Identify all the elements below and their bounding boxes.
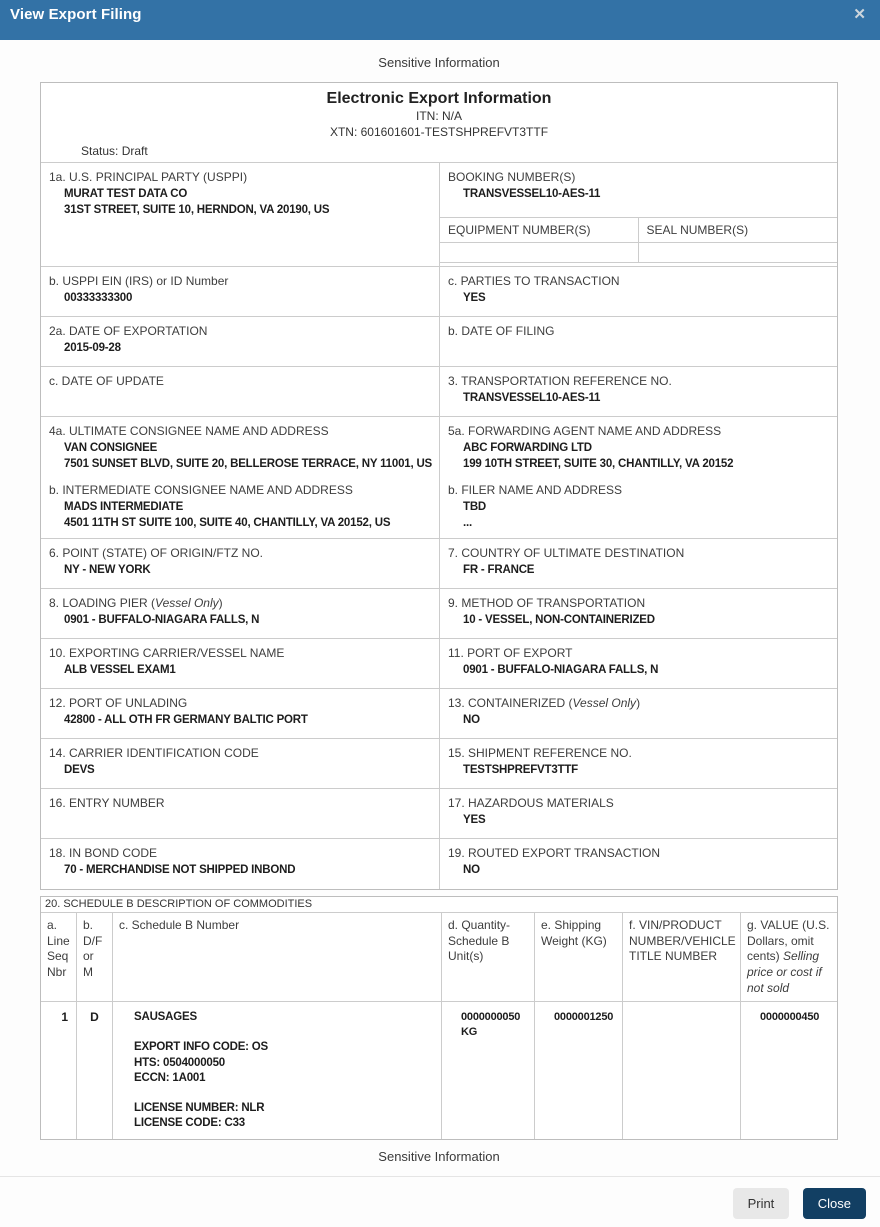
field-in-bond-code: [41, 839, 439, 889]
field-value: [448, 340, 829, 355]
field-label: BOOKING NUMBER(S): [448, 170, 576, 185]
commodities-header-row: [41, 913, 837, 1002]
field-value: FR - FRANCE: [463, 563, 535, 576]
form-row-9: [41, 689, 837, 739]
field-label: 8. LOADING PIER (Vessel Only): [49, 596, 223, 611]
column-header-schedule-b: c. Schedule B Number: [113, 913, 442, 1001]
commodity-vin: [623, 1002, 741, 1139]
field-value: [49, 390, 431, 405]
field-label: 13. CONTAINERIZED (Vessel Only): [448, 696, 641, 711]
field-value: YES: [463, 291, 486, 304]
print-button[interactable]: Print: [733, 1188, 790, 1219]
field-value: 4501 11TH ST SUITE 100, SUITE 40, CHANTILLY, VA 20152, US: [64, 516, 391, 529]
field-value: MURAT TEST DATA CO: [64, 187, 188, 200]
quantity-unit: KG: [461, 1026, 478, 1038]
field-label: 11. PORT OF EXPORT: [448, 646, 573, 661]
commodity-weight: [535, 1002, 623, 1139]
field-entry-number: [41, 789, 439, 838]
field-intermediate-consignee: [49, 483, 431, 531]
field-ultimate-consignee: [49, 424, 431, 472]
field-value: 7501 SUNSET BLVD, SUITE 20, BELLEROSE TERRACE, NY 11001, US: [64, 457, 433, 470]
field-value: 2015-09-28: [64, 341, 121, 354]
sensitive-information-banner-top: Sensitive Information: [378, 55, 500, 70]
field-value: NY - NEW YORK: [64, 563, 151, 576]
field-shipment-reference: [439, 739, 837, 788]
field-port-of-export: [439, 639, 837, 688]
field-value: 31ST STREET, SUITE 10, HERNDON, VA 20190, US: [64, 203, 330, 216]
field-label: 5a. FORWARDING AGENT NAME AND ADDRESS: [448, 424, 722, 439]
field-label: 4a. ULTIMATE CONSIGNEE NAME AND ADDRESS: [49, 424, 329, 439]
field-agent-filer: [439, 417, 837, 538]
form-row-11: [41, 789, 837, 839]
field-value: ABC FORWARDING LTD: [463, 441, 592, 454]
field-value: TRANSVESSEL10-AES-11: [463, 391, 601, 404]
form-row-10: [41, 739, 837, 789]
field-label: b. INTERMEDIATE CONSIGNEE NAME AND ADDRESS: [49, 482, 353, 497]
field-routed-export: [439, 839, 837, 889]
form-row-3: [41, 317, 837, 367]
field-value: [49, 812, 431, 827]
field-value: DEVS: [64, 763, 95, 776]
commodity-description: [113, 1002, 442, 1139]
field-label: b. FILER NAME AND ADDRESS: [448, 482, 623, 497]
modal-title: View Export Filing: [10, 6, 142, 23]
status-draft: Status: Draft: [81, 144, 148, 159]
field-label: 16. ENTRY NUMBER: [49, 796, 165, 811]
field-value: ALB VESSEL EXAM1: [64, 663, 176, 676]
field-date-of-update: [41, 367, 439, 416]
field-label: 2a. DATE OF EXPORTATION: [49, 324, 208, 339]
modal-footer: [0, 1176, 880, 1227]
description-line: ECCN: 1A001: [134, 1071, 206, 1084]
field-value: TRANSVESSEL10-AES-11: [463, 187, 601, 200]
column-header-vin: f. VIN/PRODUCT NUMBER/VEHICLE TITLE NUMBER: [623, 913, 741, 1001]
quantity-value: 0000000050: [461, 1011, 521, 1024]
field-usppi: [41, 163, 439, 266]
form-row-5: [41, 417, 837, 539]
field-value: 42800 - ALL OTH FR GERMANY BALTIC PORT: [64, 713, 308, 726]
field-label: 1a. U.S. PRINCIPAL PARTY (USPPI): [49, 170, 248, 185]
form-row-2: [41, 267, 837, 317]
field-port-of-unlading: [41, 689, 439, 738]
field-date-of-exportation: [41, 317, 439, 366]
eei-title: Electronic Export Information: [326, 90, 552, 107]
field-filer: [448, 483, 829, 531]
seal-numbers-header: SEAL NUMBER(S): [646, 223, 749, 238]
field-value: TESTSHPREFVT3TTF: [463, 763, 579, 776]
equipment-numbers-header: EQUIPMENT NUMBER(S): [440, 218, 639, 242]
field-point-of-origin: [41, 539, 439, 588]
field-label: b. DATE OF FILING: [448, 324, 555, 339]
field-value: MADS INTERMEDIATE: [64, 500, 184, 513]
description-line: HTS: 0504000050: [134, 1056, 225, 1069]
commodity-value: [741, 1002, 837, 1139]
field-label: 7. COUNTRY OF ULTIMATE DESTINATION: [448, 546, 685, 561]
field-value: NO: [463, 863, 480, 876]
field-parties-to-transaction: [439, 267, 837, 316]
commodity-line-seq: 1: [41, 1002, 77, 1139]
field-value: 10 - VESSEL, NON-CONTAINERIZED: [463, 613, 655, 626]
field-label: 10. EXPORTING CARRIER/VESSEL NAME: [49, 646, 285, 661]
field-label: 3. TRANSPORTATION REFERENCE NO.: [448, 374, 672, 389]
equipment-seal-value-row: [440, 243, 837, 263]
column-header-value: g. VALUE (U.S. Dollars, omit cents) Selling price or cost if not sold: [747, 918, 830, 995]
form-row-7: [41, 589, 837, 639]
field-transportation-reference: [439, 367, 837, 416]
field-label: b. USPPI EIN (IRS) or ID Number: [49, 274, 229, 289]
field-method-of-transportation: [439, 589, 837, 638]
field-label: 15. SHIPMENT REFERENCE NO.: [448, 746, 632, 761]
field-label: 6. POINT (STATE) OF ORIGIN/FTZ NO.: [49, 546, 264, 561]
field-value: 0901 - BUFFALO-NIAGARA FALLS, N: [463, 663, 659, 676]
field-value: ...: [463, 516, 472, 529]
commodity-quantity: [442, 1002, 535, 1139]
field-value: 00333333300: [64, 291, 133, 304]
field-date-of-filing: [439, 317, 837, 366]
field-label: 9. METHOD OF TRANSPORTATION: [448, 596, 646, 611]
weight-value: 0000001250: [554, 1011, 614, 1024]
field-value: 199 10TH STREET, SUITE 30, CHANTILLY, VA 20152: [463, 457, 734, 470]
value-amount: 0000000450: [760, 1011, 820, 1024]
field-exporting-carrier: [41, 639, 439, 688]
itn-value: ITN: N/A: [415, 109, 462, 123]
field-value: TBD: [463, 500, 487, 513]
commodities-section-label: 20. SCHEDULE B DESCRIPTION OF COMMODITIES: [41, 897, 837, 913]
field-label: 18. IN BOND CODE: [49, 846, 158, 861]
seal-numbers-value: [639, 243, 838, 262]
field-carrier-identification: [41, 739, 439, 788]
description-line: SAUSAGES: [134, 1011, 197, 1024]
field-label: 12. PORT OF UNLADING: [49, 696, 188, 711]
modal-header: [0, 0, 880, 40]
field-consignees: [41, 417, 439, 538]
form-row-6: [41, 539, 837, 589]
modal-body: [0, 55, 880, 1164]
field-label: c. DATE OF UPDATE: [49, 374, 164, 389]
form-row-1: [41, 163, 837, 267]
field-label: 17. HAZARDOUS MATERIALS: [448, 796, 614, 811]
column-header-quantity: d. Quantity-Schedule B Unit(s): [442, 913, 535, 1001]
field-country-of-destination: [439, 539, 837, 588]
xtn-value: XTN: 601601601-TESTSHPREFVT3TTF: [329, 124, 549, 139]
field-value: YES: [463, 813, 486, 826]
form-row-8: [41, 639, 837, 689]
field-usppi-ein: [41, 267, 439, 316]
form-row-12: [41, 839, 837, 889]
field-label: c. PARTIES TO TRANSACTION: [448, 274, 620, 289]
eei-form: [40, 82, 838, 890]
column-header-df-m: b. D/F or M: [77, 913, 113, 1001]
column-header-weight: e. Shipping Weight (KG): [535, 913, 623, 1001]
sensitive-information-banner-bottom: Sensitive Information: [378, 1149, 500, 1165]
field-value: 0901 - BUFFALO-NIAGARA FALLS, N: [64, 613, 260, 626]
field-booking-numbers: [440, 163, 837, 218]
description-line: [119, 1086, 435, 1101]
field-hazardous-materials: [439, 789, 837, 838]
field-label: 14. CARRIER IDENTIFICATION CODE: [49, 746, 259, 761]
close-icon[interactable]: ✕: [853, 6, 866, 23]
field-containerized: [439, 689, 837, 738]
field-value: VAN CONSIGNEE: [64, 441, 158, 454]
commodity-df-m: D: [77, 1002, 113, 1139]
field-booking-block: [439, 163, 837, 266]
description-line: EXPORT INFO CODE: OS: [134, 1041, 269, 1054]
form-row-4: [41, 367, 837, 417]
field-value: 70 - MERCHANDISE NOT SHIPPED INBOND: [64, 863, 296, 876]
description-line: LICENSE CODE: C33: [134, 1117, 245, 1130]
field-loading-pier: [41, 589, 439, 638]
equipment-seal-header-row: [440, 218, 837, 243]
commodity-row: [41, 1002, 837, 1139]
field-label: 19. ROUTED EXPORT TRANSACTION: [448, 846, 661, 861]
commodities-table: [40, 896, 838, 1140]
equipment-numbers-value: [440, 243, 639, 262]
field-forwarding-agent: [448, 424, 829, 472]
field-value: NO: [463, 713, 480, 726]
description-line: [119, 1025, 435, 1040]
eei-header-section: [41, 83, 837, 163]
close-button[interactable]: Close: [803, 1188, 866, 1219]
description-line: LICENSE NUMBER: NLR: [134, 1101, 265, 1114]
column-header-line-seq: a. Line Seq Nbr: [41, 913, 77, 1001]
